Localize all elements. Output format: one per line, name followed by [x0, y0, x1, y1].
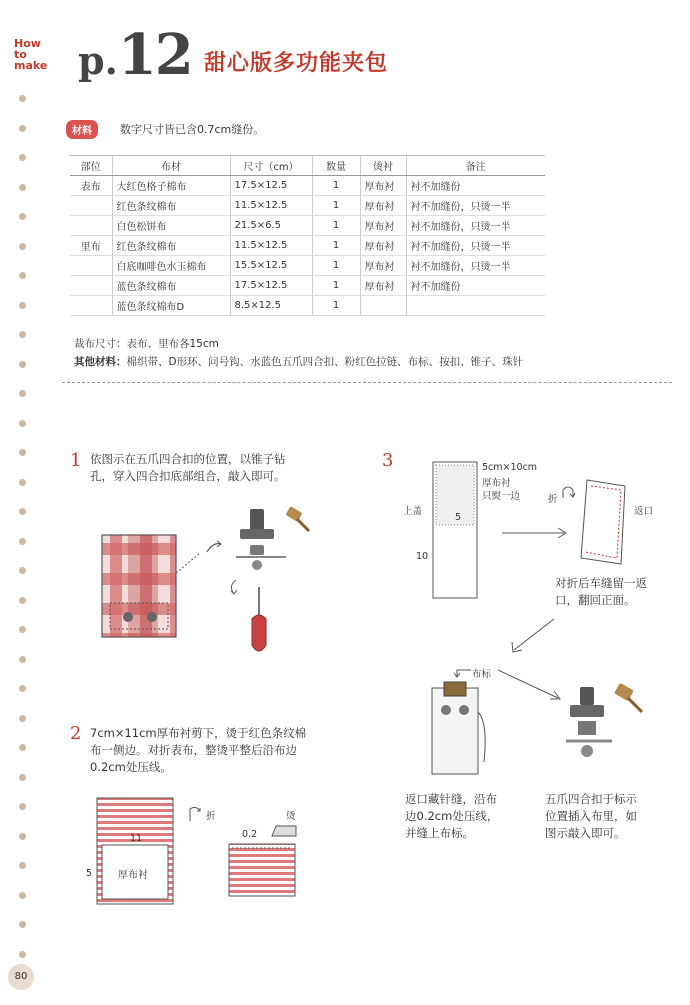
interfacing-label: 厚布衬 [118, 870, 148, 881]
height-label: 5 [86, 868, 93, 879]
awl-tool-icon [244, 585, 274, 663]
margin-dot [19, 803, 26, 810]
interfacing-strip-illustration [432, 461, 478, 599]
table-cell: 红色条纹棉布 [112, 196, 230, 216]
table-row [70, 296, 545, 316]
table-cell: 1 [312, 216, 360, 236]
step-2-number: 2 [70, 723, 82, 744]
margin-dot [19, 538, 26, 545]
margin-dot [19, 833, 26, 840]
table-cell: 1 [312, 176, 360, 196]
margin-dot [19, 302, 26, 309]
fold-arrow-icon [186, 805, 204, 823]
cut-size: 裁布尺寸：表布、里布各15cm [74, 338, 219, 350]
folded-striped-fabric [228, 830, 298, 898]
gap-label: 0.2 [242, 829, 258, 840]
table-cell: 白底咖啡色水玉棉布 [112, 256, 230, 276]
table-row [70, 176, 545, 196]
table-cell: 1 [312, 296, 360, 316]
dim-label: 5cm×10cm [482, 462, 538, 473]
fold-arrow-icon-2 [560, 484, 576, 500]
table-cell: 8.5×12.5 [230, 296, 312, 316]
margin-dot [19, 125, 26, 132]
table-cell: 表布 [70, 176, 112, 196]
arrow-icon [205, 540, 223, 554]
table-cell: 衬不加缝份，只烫一半 [406, 256, 545, 276]
table-row [70, 256, 545, 276]
margin-dot [19, 567, 26, 574]
table-cell: 17.5×12.5 [230, 176, 312, 196]
iron-icon [270, 820, 300, 840]
folded-piece-illustration [577, 478, 629, 566]
step-3-number: 3 [382, 450, 394, 471]
table-cell: 衬不加缝份 [406, 276, 545, 296]
step-1-number: 1 [70, 450, 82, 471]
w5-label: 5 [455, 512, 462, 523]
margin-dot [19, 243, 26, 250]
margin-dot [19, 656, 26, 663]
table-cell: 15.5×12.5 [230, 256, 312, 276]
col-notes: 备注 [406, 156, 545, 176]
table-cell [360, 296, 406, 316]
hammer-icon [283, 505, 313, 535]
section-divider [62, 382, 672, 383]
h10-label: 10 [416, 551, 429, 562]
step-1-text: 依图示在五爪四合扣的位置，以锥子钻 孔，穿入四合扣底部组合，敲入即可。 [90, 452, 286, 483]
cloth-label-label: 布标 [472, 669, 492, 680]
materials-table [70, 155, 545, 316]
materials-badge: 材料 [66, 120, 98, 139]
step-3-text: 对折后车缝留一返 口，翻回正面。 [555, 576, 647, 607]
page-number: 80 [8, 964, 34, 990]
margin-dot [19, 361, 26, 368]
margin-dot [19, 272, 26, 279]
step-3c-text: 五爪四合扣于标示 位置插入布里，如 图示敲入即可。 [545, 792, 637, 840]
table-row [70, 236, 545, 256]
table-cell [70, 256, 112, 276]
col-fabric: 布材 [112, 156, 230, 176]
top-flap-label: 上盖 [403, 506, 423, 517]
margin-dot [19, 715, 26, 722]
col-qty: 数量 [312, 156, 360, 176]
margin-dot [19, 479, 26, 486]
arrow-right-icon [500, 526, 570, 540]
table-cell: 衬不加缝份 [406, 176, 545, 196]
interfacing-label-2: 厚布衬 [482, 478, 511, 489]
other-materials: 其他材料：棉织带、D形环、问号钩、水蓝色五爪四合扣、粉红色拉链、布标、按扣、锥子、珠针 [74, 356, 524, 368]
step-3b-text: 返口藏针缝，沿布 边0.2cm处压线， 并缝上布标。 [405, 792, 499, 840]
table-cell: 衬不加缝份，只烫一半 [406, 216, 545, 236]
margin-dot [19, 892, 26, 899]
page-title: 甜心版多功能夹包 [204, 51, 389, 76]
table-cell: 厚布衬 [360, 196, 406, 216]
table-cell [70, 296, 112, 316]
table-cell: 1 [312, 236, 360, 256]
page-reference: p.12 [78, 22, 192, 88]
margin-dot [19, 774, 26, 781]
striped-fabric-illustration [96, 797, 176, 907]
col-interfacing: 烫衬 [360, 156, 406, 176]
col-size: 尺寸（cm） [230, 156, 312, 176]
table-cell: 蓝色条纹棉布D [112, 296, 230, 316]
table-cell: 1 [312, 276, 360, 296]
margin-dot [19, 951, 26, 958]
fold-label: 折 [206, 811, 216, 822]
table-cell: 里布 [70, 236, 112, 256]
table-cell: 厚布衬 [360, 256, 406, 276]
table-cell: 大红色格子棉布 [112, 176, 230, 196]
table-header-row [70, 156, 545, 176]
table-cell [70, 196, 112, 216]
width-label: 11 [130, 833, 143, 844]
margin-dot [19, 449, 26, 456]
table-cell [70, 276, 112, 296]
table-cell: 厚布衬 [360, 236, 406, 256]
materials-note: 数字尺寸皆已含0.7cm缝份。 [120, 123, 265, 136]
margin-dot [19, 744, 26, 751]
step-2-text: 7cm×11cm厚布衬剪下，烫于红色条纹棉 布一侧边。对折表布，整烫平整后沿布边 0.2cm处压线。 [90, 726, 307, 774]
table-cell: 11.5×12.5 [230, 236, 312, 256]
table-cell: 衬不加缝份，只烫一半 [406, 236, 545, 256]
table-cell: 厚布衬 [360, 276, 406, 296]
margin-dots [16, 95, 30, 985]
margin-dot [19, 508, 26, 515]
table-cell: 厚布衬 [360, 216, 406, 236]
table-cell: 21.5×6.5 [230, 216, 312, 236]
margin-dot [19, 626, 26, 633]
table-cell: 1 [312, 196, 360, 216]
arrow-right-2 [496, 668, 566, 708]
margin-dot [19, 95, 26, 102]
table-row [70, 276, 545, 296]
table-cell: 17.5×12.5 [230, 276, 312, 296]
margin-dot [19, 597, 26, 604]
col-part: 部位 [70, 156, 112, 176]
table-cell: 白色松饼布 [112, 216, 230, 236]
table-cell: 1 [312, 256, 360, 276]
table-cell [70, 216, 112, 236]
margin-dot [19, 154, 26, 161]
label-arrow-icon [453, 664, 473, 678]
return-gap-label: 返口 [634, 506, 654, 517]
table-cell: 蓝色条纹棉布 [112, 276, 230, 296]
table-cell [406, 296, 545, 316]
margin-dot [19, 390, 26, 397]
margin-dot [19, 862, 26, 869]
table-cell: 衬不加缝份，只烫一半 [406, 196, 545, 216]
table-cell: 红色条纹棉布 [112, 236, 230, 256]
fold-label-2: 折 [548, 494, 558, 505]
finished-pouch-illustration [430, 682, 500, 778]
how-to-make-label: How to make [14, 37, 48, 72]
margin-dot [19, 184, 26, 191]
margin-dot [19, 921, 26, 928]
curved-arrow-icon [226, 578, 240, 596]
margin-dot [19, 331, 26, 338]
table-row [70, 196, 545, 216]
margin-dot [19, 213, 26, 220]
iron-one-side-label: 只熨一边 [482, 491, 521, 502]
margin-dot [19, 420, 26, 427]
plaid-pouch-illustration [100, 533, 190, 640]
table-row [70, 216, 545, 236]
iron-label: 烫 [286, 811, 296, 822]
diagonal-arrow-icon [508, 616, 558, 656]
table-cell: 11.5×12.5 [230, 196, 312, 216]
table-cell: 厚布衬 [360, 176, 406, 196]
hammer-icon-2 [610, 680, 646, 716]
margin-dot [19, 685, 26, 692]
